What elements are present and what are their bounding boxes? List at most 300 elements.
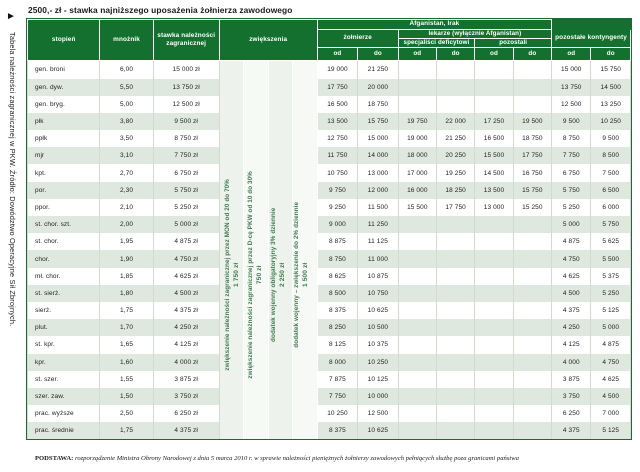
- cell-mnoznik: 6,00: [100, 61, 153, 79]
- cell-zol-do: 10 625: [358, 422, 398, 439]
- header-row-1: [28, 20, 631, 30]
- cell-kont-do: 6 500: [591, 182, 631, 199]
- header-stopien: stopień: [28, 20, 100, 61]
- cell-zwiekszenia-1: [244, 319, 268, 336]
- cell-zwiekszenia-0: [219, 233, 243, 250]
- header-pozostale-kontyngenty: pozostałe kontyngenty: [552, 29, 631, 48]
- cell-zol-od: 8 125: [317, 336, 357, 353]
- cell-zwiekszenia-2: [268, 268, 292, 285]
- cell-stawka: 4 625 zł: [153, 268, 219, 285]
- cell-spec-do: 20 250: [436, 147, 474, 164]
- cell-stawka: 4 250 zł: [153, 319, 219, 336]
- cell-rank: sierż.: [28, 302, 100, 319]
- cell-zwiekszenia-3: [293, 371, 318, 388]
- cell-zwiekszenia-0: [219, 216, 243, 233]
- table-row: [28, 113, 631, 130]
- cell-kont-od: 4 625: [552, 268, 591, 285]
- cell-zwiekszenia-1: [244, 182, 268, 199]
- side-caption: [0, 0, 22, 450]
- cell-stawka: 7 750 zł: [153, 147, 219, 164]
- cell-zol-od: 8 375: [317, 302, 357, 319]
- zwiekszenia-label-text-3: dodatek wojenny – zwiększenie do 2% dziennie: [293, 202, 300, 349]
- table-row: [28, 371, 631, 388]
- cell-mnoznik: 1,85: [100, 268, 153, 285]
- side-caption-text-wrap: [0, 32, 22, 442]
- cell-rank: ppor.: [28, 199, 100, 216]
- zwiekszenia-label-amount-0: 1 750 zł: [233, 263, 241, 288]
- cell-zol-do: 11 250: [358, 216, 398, 233]
- header-specjalisci-deficytowi: specjaliści deficytowi: [398, 39, 475, 48]
- header-specjalisci-do: do: [436, 48, 474, 61]
- cell-kont-do: 5 125: [591, 422, 631, 439]
- cell-zwiekszenia-0: [219, 250, 243, 267]
- cell-zwiekszenia-1: [244, 371, 268, 388]
- cell-poz-do: [513, 354, 551, 371]
- cell-spec-od: 18 000: [398, 147, 436, 164]
- cell-rank: kpr.: [28, 354, 100, 371]
- salary-table: [27, 19, 631, 439]
- header-zwiekszenia: zwiększenia: [219, 20, 317, 61]
- cell-poz-do: [513, 79, 551, 96]
- cell-poz-od: [475, 388, 513, 405]
- cell-zwiekszenia-1: [244, 405, 268, 422]
- cell-zol-od: 10 250: [317, 405, 357, 422]
- cell-zwiekszenia-3: [293, 422, 318, 439]
- cell-poz-od: 13 000: [475, 199, 513, 216]
- cell-spec-do: [436, 319, 474, 336]
- table-row: [28, 354, 631, 371]
- cell-zol-do: 10 375: [358, 336, 398, 353]
- cell-mnoznik: 1,55: [100, 371, 153, 388]
- header-zolnierze-od: od: [317, 48, 357, 61]
- cell-kont-do: 7 500: [591, 164, 631, 181]
- cell-zwiekszenia-0: [219, 302, 243, 319]
- cell-kont-do: 5 625: [591, 233, 631, 250]
- cell-zwiekszenia-1: [244, 79, 268, 96]
- cell-rank: ppłk: [28, 130, 100, 147]
- cell-zwiekszenia-2: [268, 302, 292, 319]
- cell-kont-od: 6 250: [552, 405, 591, 422]
- cell-stawka: 4 000 zł: [153, 354, 219, 371]
- cell-zwiekszenia-0: [219, 336, 243, 353]
- cell-spec-od: [398, 422, 436, 439]
- cell-kont-do: 4 500: [591, 388, 631, 405]
- header-pozostali-od: od: [475, 48, 513, 61]
- cell-zwiekszenia-1: [244, 250, 268, 267]
- cell-spec-od: [398, 405, 436, 422]
- cell-zwiekszenia-0: [219, 319, 243, 336]
- cell-spec-do: [436, 371, 474, 388]
- table-row: [28, 268, 631, 285]
- zwiekszenia-label-amount-2: 2 250 zł: [279, 263, 287, 288]
- cell-kont-do: 15 750: [591, 61, 631, 79]
- zwiekszenia-label-text-0: zwiększenie należności zagranicznej przez MON od 20 do 70%: [224, 179, 231, 372]
- cell-spec-do: [436, 354, 474, 371]
- cell-zwiekszenia-2: [268, 336, 292, 353]
- cell-kont-do: 5 750: [591, 216, 631, 233]
- cell-mnoznik: 2,50: [100, 405, 153, 422]
- cell-spec-do: [436, 268, 474, 285]
- cell-kont-od: 5 250: [552, 199, 591, 216]
- cell-poz-od: 13 500: [475, 182, 513, 199]
- cell-mnoznik: 2,10: [100, 199, 153, 216]
- cell-spec-do: [436, 96, 474, 113]
- table-row: [28, 319, 631, 336]
- cell-zol-do: 20 000: [358, 79, 398, 96]
- table-row: [28, 130, 631, 147]
- cell-zol-do: 13 000: [358, 164, 398, 181]
- cell-rank: st. szer.: [28, 371, 100, 388]
- cell-mnoznik: 1,90: [100, 250, 153, 267]
- cell-spec-od: 16 000: [398, 182, 436, 199]
- cell-rank: st. sierż.: [28, 285, 100, 302]
- cell-zwiekszenia-0: [219, 61, 243, 79]
- zwiekszenia-label-amount-3: 1 500 zł: [302, 263, 310, 288]
- cell-poz-do: 15 750: [513, 182, 551, 199]
- cell-spec-od: 15 500: [398, 199, 436, 216]
- cell-zwiekszenia-1: [244, 130, 268, 147]
- cell-rank: mjr: [28, 147, 100, 164]
- cell-spec-do: [436, 302, 474, 319]
- cell-kont-od: 5 750: [552, 182, 591, 199]
- cell-spec-do: [436, 405, 474, 422]
- cell-kont-od: 4 375: [552, 302, 591, 319]
- cell-zwiekszenia-2: [268, 354, 292, 371]
- cell-rank: prac. wyższe: [28, 405, 100, 422]
- cell-rank: st. kpr.: [28, 336, 100, 353]
- cell-poz-do: 17 750: [513, 147, 551, 164]
- cell-zwiekszenia-3: [293, 113, 318, 130]
- header-kontyngenty-od: od: [552, 48, 591, 61]
- cell-zwiekszenia-1: [244, 164, 268, 181]
- cell-kont-do: 4 625: [591, 371, 631, 388]
- table-row: [28, 147, 631, 164]
- cell-zol-od: 8 750: [317, 250, 357, 267]
- cell-kont-do: 5 125: [591, 302, 631, 319]
- cell-zwiekszenia-2: [268, 319, 292, 336]
- cell-kont-do: 14 500: [591, 79, 631, 96]
- cell-mnoznik: 1,75: [100, 422, 153, 439]
- cell-mnoznik: 5,00: [100, 96, 153, 113]
- cell-poz-do: [513, 319, 551, 336]
- footnote-text: rozporządzenie Ministra Obrony Narodowej z dnia 5 marca 2010 r. w sprawie należności pieniężnych żołnierzy zawodowych pełniących służbę poza granicami państwa: [73, 455, 519, 462]
- cell-poz-od: [475, 268, 513, 285]
- cell-zwiekszenia-1: [244, 199, 268, 216]
- cell-rank: por.: [28, 182, 100, 199]
- cell-zol-od: 9 000: [317, 216, 357, 233]
- cell-mnoznik: 3,80: [100, 113, 153, 130]
- cell-zol-do: 15 000: [358, 130, 398, 147]
- cell-spec-od: [398, 336, 436, 353]
- cell-spec-od: [398, 79, 436, 96]
- cell-zol-od: 7 750: [317, 388, 357, 405]
- cell-mnoznik: 1,65: [100, 336, 153, 353]
- cell-spec-do: [436, 422, 474, 439]
- table-row: [28, 164, 631, 181]
- cell-rank: chor.: [28, 250, 100, 267]
- cell-rank: st. chor.: [28, 233, 100, 250]
- cell-poz-do: [513, 336, 551, 353]
- cell-spec-do: [436, 61, 474, 79]
- cell-stawka: 4 125 zł: [153, 336, 219, 353]
- cell-zwiekszenia-0: [219, 354, 243, 371]
- cell-poz-do: [513, 233, 551, 250]
- cell-spec-od: [398, 285, 436, 302]
- cell-mnoznik: 1,75: [100, 302, 153, 319]
- cell-stawka: 12 500 zł: [153, 96, 219, 113]
- cell-zwiekszenia-3: [293, 96, 318, 113]
- cell-kont-do: 4 750: [591, 354, 631, 371]
- cell-poz-do: [513, 268, 551, 285]
- cell-kont-od: 4 000: [552, 354, 591, 371]
- cell-zwiekszenia-0: [219, 96, 243, 113]
- cell-zol-do: 18 750: [358, 96, 398, 113]
- cell-zol-do: 10 000: [358, 388, 398, 405]
- cell-kont-od: 6 750: [552, 164, 591, 181]
- cell-zwiekszenia-1: [244, 354, 268, 371]
- cell-stawka: 15 000 zł: [153, 61, 219, 79]
- cell-spec-od: [398, 250, 436, 267]
- cell-rank: mł. chor.: [28, 268, 100, 285]
- cell-zol-od: 19 000: [317, 61, 357, 79]
- cell-zol-od: 9 250: [317, 199, 357, 216]
- cell-zwiekszenia-2: [268, 182, 292, 199]
- table-row: [28, 61, 631, 79]
- cell-zwiekszenia-2: [268, 199, 292, 216]
- cell-kont-od: 3 875: [552, 371, 591, 388]
- cell-zwiekszenia-2: [268, 130, 292, 147]
- cell-zwiekszenia-1: [244, 302, 268, 319]
- cell-spec-od: 19 750: [398, 113, 436, 130]
- cell-zol-do: 12 000: [358, 182, 398, 199]
- cell-zol-od: 7 875: [317, 371, 357, 388]
- cell-mnoznik: 3,10: [100, 147, 153, 164]
- cell-zwiekszenia-3: [293, 199, 318, 216]
- cell-zwiekszenia-1: [244, 388, 268, 405]
- cell-mnoznik: 3,50: [100, 130, 153, 147]
- cell-kont-do: 6 000: [591, 199, 631, 216]
- cell-zwiekszenia-0: [219, 182, 243, 199]
- cell-zol-od: 12 750: [317, 130, 357, 147]
- header-mnoznik: mnożnik: [100, 20, 153, 61]
- cell-zwiekszenia-2: [268, 285, 292, 302]
- cell-zwiekszenia-1: [244, 147, 268, 164]
- table-row: [28, 285, 631, 302]
- salary-table-wrapper: [26, 18, 632, 440]
- cell-rank: płk: [28, 113, 100, 130]
- cell-zwiekszenia-1: [244, 216, 268, 233]
- cell-zwiekszenia-2: [268, 79, 292, 96]
- cell-zol-do: 10 250: [358, 354, 398, 371]
- table-row: [28, 199, 631, 216]
- cell-spec-od: [398, 302, 436, 319]
- cell-spec-od: [398, 216, 436, 233]
- cell-zwiekszenia-3: [293, 147, 318, 164]
- cell-zwiekszenia-3: [293, 182, 318, 199]
- cell-spec-od: [398, 354, 436, 371]
- cell-zwiekszenia-1: [244, 61, 268, 79]
- zwiekszenia-label-text-2: dodatek wojenny obligatoryjny 3% dziennie: [270, 208, 277, 343]
- cell-zwiekszenia-2: [268, 113, 292, 130]
- cell-zwiekszenia-2: [268, 371, 292, 388]
- cell-stawka: 8 750 zł: [153, 130, 219, 147]
- cell-rank: gen. dyw.: [28, 79, 100, 96]
- cell-zwiekszenia-0: [219, 285, 243, 302]
- cell-kont-do: 5 250: [591, 285, 631, 302]
- table-head: [28, 20, 631, 61]
- cell-poz-od: [475, 285, 513, 302]
- cell-zwiekszenia-1: [244, 422, 268, 439]
- cell-poz-do: [513, 250, 551, 267]
- cell-stawka: 4 375 zł: [153, 422, 219, 439]
- cell-zwiekszenia-0: [219, 113, 243, 130]
- cell-poz-od: [475, 371, 513, 388]
- header-zolnierze-do: do: [358, 48, 398, 61]
- cell-zol-do: 10 750: [358, 285, 398, 302]
- header-specjalisci-od: od: [398, 48, 436, 61]
- cell-kont-do: 7 000: [591, 405, 631, 422]
- cell-rank: plut.: [28, 319, 100, 336]
- cell-spec-do: 22 000: [436, 113, 474, 130]
- cell-poz-od: [475, 79, 513, 96]
- cell-rank: st. chor. szt.: [28, 216, 100, 233]
- cell-mnoznik: 5,50: [100, 79, 153, 96]
- cell-zol-do: 10 625: [358, 302, 398, 319]
- cell-zwiekszenia-1: [244, 336, 268, 353]
- cell-zwiekszenia-3: [293, 319, 318, 336]
- cell-zwiekszenia-0: [219, 164, 243, 181]
- header-lekarze: lekarze (wyłącznie Afganistan): [398, 29, 551, 38]
- table-row: [28, 233, 631, 250]
- cell-spec-do: 21 250: [436, 130, 474, 147]
- cell-rank: gen. bryg.: [28, 96, 100, 113]
- cell-kont-do: 5 375: [591, 268, 631, 285]
- table-body: [28, 61, 631, 440]
- cell-kont-do: 5 500: [591, 250, 631, 267]
- cell-stawka: 4 750 zł: [153, 250, 219, 267]
- cell-zol-od: 8 875: [317, 233, 357, 250]
- cell-zwiekszenia-0: [219, 405, 243, 422]
- cell-kont-od: 4 875: [552, 233, 591, 250]
- cell-zwiekszenia-1: [244, 233, 268, 250]
- table-row: [28, 182, 631, 199]
- cell-zwiekszenia-2: [268, 405, 292, 422]
- cell-kont-od: 4 500: [552, 285, 591, 302]
- cell-poz-od: [475, 354, 513, 371]
- cell-zwiekszenia-1: [244, 285, 268, 302]
- cell-zwiekszenia-2: [268, 233, 292, 250]
- cell-zol-do: 10 125: [358, 371, 398, 388]
- cell-poz-od: [475, 233, 513, 250]
- cell-zwiekszenia-2: [268, 164, 292, 181]
- cell-poz-od: [475, 405, 513, 422]
- cell-poz-do: [513, 216, 551, 233]
- table-row: [28, 388, 631, 405]
- cell-zwiekszenia-3: [293, 61, 318, 79]
- cell-zwiekszenia-0: [219, 268, 243, 285]
- cell-zwiekszenia-3: [293, 354, 318, 371]
- cell-poz-od: 14 500: [475, 164, 513, 181]
- cell-spec-od: [398, 371, 436, 388]
- cell-stawka: 5 750 zł: [153, 182, 219, 199]
- cell-spec-od: [398, 61, 436, 79]
- side-caption-text: Tabela należności zagranicznej w PKW. Źródło: Dowództwo Operacyjne Sił Zbrojnych.: [8, 32, 17, 327]
- cell-spec-do: 19 250: [436, 164, 474, 181]
- footnote: [35, 455, 519, 462]
- cell-poz-od: [475, 250, 513, 267]
- cell-spec-od: 17 000: [398, 164, 436, 181]
- cell-mnoznik: 1,50: [100, 388, 153, 405]
- cell-poz-do: [513, 422, 551, 439]
- cell-spec-do: [436, 233, 474, 250]
- cell-mnoznik: 1,70: [100, 319, 153, 336]
- header-pozostali-do: do: [513, 48, 551, 61]
- cell-spec-do: [436, 388, 474, 405]
- cell-rank: gen. broni: [28, 61, 100, 79]
- cell-poz-do: [513, 285, 551, 302]
- header-zolnierze: żołnierze: [317, 29, 398, 48]
- cell-zwiekszenia-3: [293, 250, 318, 267]
- cell-stawka: 4 875 zł: [153, 233, 219, 250]
- header-spacer: [552, 20, 631, 30]
- cell-poz-od: [475, 61, 513, 79]
- cell-zwiekszenia-2: [268, 96, 292, 113]
- cell-kont-od: 4 375: [552, 422, 591, 439]
- cell-rank: kpt.: [28, 164, 100, 181]
- cell-stawka: 6 250 zł: [153, 405, 219, 422]
- cell-mnoznik: 2,00: [100, 216, 153, 233]
- cell-poz-od: [475, 422, 513, 439]
- page-title: 2500,- zł - stawka najniższego uposażenia żołnierza zawodowego: [28, 5, 293, 15]
- table-row: [28, 405, 631, 422]
- cell-poz-od: 17 250: [475, 113, 513, 130]
- cell-zol-od: 8 250: [317, 319, 357, 336]
- cell-mnoznik: 1,80: [100, 285, 153, 302]
- table-row: [28, 422, 631, 439]
- cell-poz-do: 15 250: [513, 199, 551, 216]
- header-afganistan-irak: Afganistan, Irak: [317, 20, 551, 30]
- cell-stawka: 13 750 zł: [153, 79, 219, 96]
- cell-spec-do: [436, 216, 474, 233]
- table-row: [28, 96, 631, 113]
- cell-kont-do: 8 500: [591, 147, 631, 164]
- cell-spec-do: [436, 336, 474, 353]
- cell-zol-od: 8 375: [317, 422, 357, 439]
- cell-zol-do: 11 500: [358, 199, 398, 216]
- cell-poz-do: 16 750: [513, 164, 551, 181]
- cell-stawka: 4 500 zł: [153, 285, 219, 302]
- cell-kont-od: 15 000: [552, 61, 591, 79]
- cell-mnoznik: 1,60: [100, 354, 153, 371]
- cell-zol-od: 8 625: [317, 268, 357, 285]
- cell-zwiekszenia-2: [268, 422, 292, 439]
- cell-kont-od: 13 750: [552, 79, 591, 96]
- zwiekszenia-label-amount-1: 750 zł: [256, 265, 264, 285]
- cell-zwiekszenia-3: [293, 302, 318, 319]
- cell-spec-od: [398, 388, 436, 405]
- cell-zwiekszenia-2: [268, 147, 292, 164]
- cell-kont-od: 4 250: [552, 319, 591, 336]
- cell-spec-do: [436, 79, 474, 96]
- cell-zol-od: 8 000: [317, 354, 357, 371]
- cell-poz-od: [475, 319, 513, 336]
- cell-kont-od: 4 750: [552, 250, 591, 267]
- cell-kont-do: 10 250: [591, 113, 631, 130]
- cell-kont-do: 5 000: [591, 319, 631, 336]
- cell-mnoznik: 2,70: [100, 164, 153, 181]
- cell-spec-od: [398, 233, 436, 250]
- cell-kont-od: 12 500: [552, 96, 591, 113]
